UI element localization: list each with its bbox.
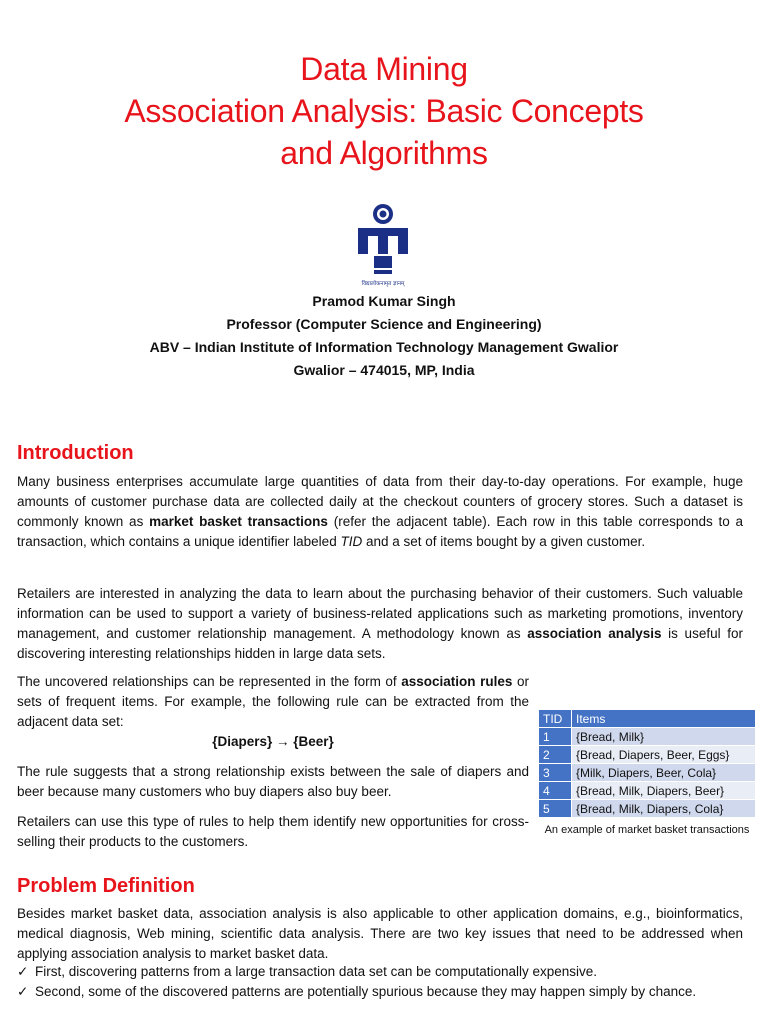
problem-paragraph: Besides market basket data, association analysis is also applicable to other application domains, e.g., bioinformatics, medical diagnosis, Web mining, scientific data analysis. There are two key issues that need to be addressed when applying association analysis to market basket data. (17, 906, 743, 961)
list-item: ✓ Second, some of the discovered patterns are potentially spurious because they may happen simply by chance. (17, 982, 743, 1002)
table-header-items: Items (572, 710, 756, 728)
table-caption: An example of market basket transactions (544, 824, 750, 836)
market-basket-table (538, 709, 756, 818)
problem-definition-heading: Problem Definition (17, 875, 195, 897)
association-rule-example: {Diapers} → {Beer} (212, 734, 334, 749)
intro-paragraph-3: The uncovered relationships can be represented in the form of association rules or sets of frequent items. For example, the following rule can be extracted from the adjacent data set: (17, 674, 529, 729)
table-row: 4 {Bread, Milk, Diapers, Beer} (539, 782, 756, 800)
checkmark-icon: ✓ (17, 964, 29, 979)
document-title (0, 48, 768, 174)
author-institute: ABV – Indian Institute of Information Technology Management Gwalior (149, 339, 619, 355)
table-row: 1 {Bread, Milk} (539, 728, 756, 746)
title-line-2: Association Analysis: Basic Concepts (124, 93, 644, 129)
title-line-3: and Algorithms (280, 135, 488, 171)
author-address: Gwalior – 474015, MP, India (293, 362, 475, 378)
intro-paragraph-4: The rule suggests that a strong relationship exists between the sale of diapers and beer because many customers who buy diapers also buy beer. (17, 764, 529, 799)
intro-paragraph-2: Retailers are interested in analyzing the data to learn about the purchasing behavior of their customers. Such valuable information can be used to support a variety of business-related applications such as marketing promotions, inventory management, and customer relationship management. A methodology known as association analysis is useful for discovering interesting relationships hidden in large data sets. (17, 586, 743, 661)
author-block (0, 290, 768, 382)
introduction-heading: Introduction (17, 442, 134, 464)
author-name: Pramod Kumar Singh (312, 293, 456, 309)
table-row: 2 {Bread, Diapers, Beer, Eggs} (539, 746, 756, 764)
table-header-tid: TID (539, 710, 572, 728)
intro-paragraph-1: Many business enterprises accumulate large quantities of data from their day-to-day operations. For example, huge amounts of customer purchase data are collected daily at the checkout counters of grocery stores. Such a dataset is commonly known as market basket transactions (refer the adjacent table). Each row in this table corresponds to a transaction, which contains a unique identifier labeled TID and a set of items bought by a given customer. (17, 474, 743, 549)
table-row: 5 {Bread, Milk, Diapers, Cola} (539, 800, 756, 818)
author-position: Professor (Computer Science and Engineering) (226, 316, 542, 332)
list-item: ✓ First, discovering patterns from a large transaction data set can be computationally expensive. (17, 962, 743, 982)
title-line-1: Data Mining (300, 51, 468, 87)
intro-paragraph-5: Retailers can use this type of rules to help them identify new opportunities for cross-selling their products to the customers. (17, 814, 529, 849)
table-row: 3 {Milk, Diapers, Beer, Cola} (539, 764, 756, 782)
checkmark-icon: ✓ (17, 984, 29, 999)
svg-text:विद्यालोकनामृत ज्ञानम्: विद्यालोकनामृत ज्ञानम् (361, 281, 405, 287)
institute-emblem-icon (354, 202, 416, 288)
table-header-row (539, 710, 756, 728)
